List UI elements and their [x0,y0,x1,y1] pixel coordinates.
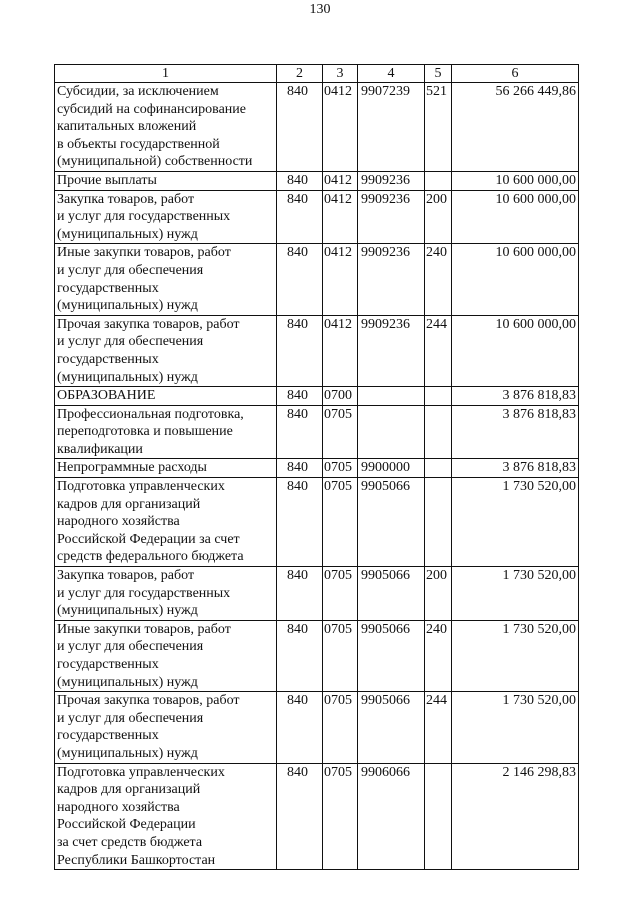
target-item-code-cell: 9909236 [358,315,425,386]
table-row [55,190,579,244]
expense-name-line: (муниципальных) нужд [57,745,198,761]
target-item-code-cell: 9909236 [358,171,425,190]
section-code-cell: 0705 [323,459,358,478]
section-code-cell: 0705 [323,478,358,567]
expense-type-code-cell: 240 [425,620,452,691]
expense-name-cell [55,171,277,190]
section-code-cell: 0412 [323,83,358,172]
expense-name-line: и услуг для обеспечения [57,639,204,655]
expense-name-cell [55,244,277,315]
expense-type-code-cell [425,171,452,190]
expense-name-line: государственных [57,728,159,744]
table-row [55,567,579,621]
expense-name-line: субсидий на софинансирование [57,101,247,117]
section-code-cell: 0700 [323,387,358,406]
expense-name-line: и услуг для обеспечения [57,334,204,350]
expense-name-cell [55,405,277,459]
expense-name-line: Подготовка управленческих [57,764,225,780]
expense-name-line: Иные закупки товаров, работ [57,245,231,261]
table-header [55,65,579,83]
expense-name-line: (муниципальных) нужд [57,674,198,690]
expense-type-code-cell [425,478,452,567]
ministry-code-cell: 840 [277,244,323,315]
expense-name-line: квалификации [57,441,143,457]
target-item-code-cell: 9905066 [358,692,425,763]
expense-name-line: Закупка товаров, работ [57,568,195,584]
expense-type-code-cell: 244 [425,692,452,763]
ministry-code-cell: 840 [277,692,323,763]
expense-name-cell [55,387,277,406]
expense-name-cell [55,692,277,763]
amount-cell: 3 876 818,83 [452,405,579,459]
expense-name-line: ОБРАЗОВАНИЕ [57,388,156,404]
amount-cell: 2 146 298,83 [452,763,579,870]
expense-name-line: средств федерального бюджета [57,549,244,565]
section-code-cell: 0705 [323,763,358,870]
table-row [55,405,579,459]
table-row [55,620,579,691]
expense-name-line: государственных [57,280,159,296]
target-item-code-cell: 9905066 [358,478,425,567]
amount-cell: 10 600 000,00 [452,171,579,190]
expense-name-line: народного хозяйства [57,799,180,815]
expense-name-line: за счет средств бюджета [57,834,203,850]
expense-name-line: кадров для организаций [57,496,201,512]
ministry-code-cell: 840 [277,620,323,691]
expense-type-code-cell: 521 [425,83,452,172]
expense-name-line: Прочая закупка товаров, работ [57,693,240,709]
ministry-code-cell: 840 [277,763,323,870]
expense-name-line: и услуг для государственных [57,585,231,601]
ministry-code-cell: 840 [277,190,323,244]
expense-name-line: и услуг для обеспечения [57,710,204,726]
amount-cell: 1 730 520,00 [452,620,579,691]
expense-name-cell [55,459,277,478]
expense-name-cell [55,190,277,244]
section-code-cell: 0412 [323,171,358,190]
ministry-code-cell: 840 [277,405,323,459]
ministry-code-cell: 840 [277,83,323,172]
expense-name-line: (муниципальных) нужд [57,298,198,314]
expense-name-line: капитальных вложений [57,119,197,135]
table-row [55,459,579,478]
expense-name-cell [55,478,277,567]
expense-name-line: и услуг для государственных [57,209,231,225]
ministry-code-cell: 840 [277,459,323,478]
header-col-2: 2 [277,65,323,83]
table-row [55,244,579,315]
expense-name-cell [55,567,277,621]
target-item-code-cell: 9909236 [358,244,425,315]
header-col-4: 4 [358,65,425,83]
table-row [55,478,579,567]
budget-table [54,64,579,870]
expense-name-line: Российской Федерации за счет [57,531,240,547]
header-col-1: 1 [55,65,277,83]
target-item-code-cell: 9907239 [358,83,425,172]
amount-cell: 56 266 449,86 [452,83,579,172]
table-row [55,171,579,190]
expense-name-line: народного хозяйства [57,514,180,530]
expense-name-line: и услуг для обеспечения [57,262,204,278]
target-item-code-cell: 9905066 [358,620,425,691]
section-code-cell: 0412 [323,190,358,244]
expense-name-line: (муниципальных) нужд [57,369,198,385]
header-row [55,65,579,83]
ministry-code-cell: 840 [277,387,323,406]
target-item-code-cell [358,405,425,459]
header-col-3: 3 [323,65,358,83]
expense-name-cell [55,763,277,870]
target-item-code-cell: 9900000 [358,459,425,478]
table-row [55,83,579,172]
expense-type-code-cell [425,405,452,459]
table-row [55,315,579,386]
expense-type-code-cell [425,459,452,478]
amount-cell: 10 600 000,00 [452,244,579,315]
expense-name-line: Российской Федерации [57,817,196,833]
section-code-cell: 0412 [323,315,358,386]
expense-name-line: Подготовка управленческих [57,479,225,495]
page-number: 130 [309,2,331,17]
section-code-cell: 0705 [323,620,358,691]
section-code-cell: 0412 [323,244,358,315]
expense-name-line: Иные закупки товаров, работ [57,621,231,637]
expense-name-line: (муниципальной) собственности [57,154,253,170]
amount-cell: 1 730 520,00 [452,567,579,621]
expense-name-line: в объекты государственной [57,136,220,152]
expense-name-line: (муниципальных) нужд [57,226,198,242]
amount-cell: 10 600 000,00 [452,190,579,244]
expense-type-code-cell: 244 [425,315,452,386]
expense-name-line: Непрограммные расходы [57,460,207,476]
target-item-code-cell: 9909236 [358,190,425,244]
amount-cell: 10 600 000,00 [452,315,579,386]
expense-type-code-cell: 240 [425,244,452,315]
ministry-code-cell: 840 [277,171,323,190]
expense-name-line: государственных [57,657,159,672]
expense-type-code-cell: 200 [425,190,452,244]
target-item-code-cell [358,387,425,406]
ministry-code-cell: 840 [277,567,323,621]
amount-cell: 1 730 520,00 [452,692,579,763]
expense-name-line: Субсидии, за исключением [57,84,219,99]
expense-name-line: Прочая закупка товаров, работ [57,316,240,332]
expense-name-line: Закупка товаров, работ [57,191,195,207]
header-col-5: 5 [425,65,452,83]
section-code-cell: 0705 [323,567,358,621]
expense-name-line: переподготовка и повышение [57,424,233,440]
amount-cell: 3 876 818,83 [452,387,579,406]
expense-name-line: Республики Башкортостан [57,852,216,868]
table-body [55,83,579,870]
expense-name-cell [55,315,277,386]
section-code-cell: 0705 [323,405,358,459]
table-row [55,387,579,406]
expense-type-code-cell [425,387,452,406]
target-item-code-cell: 9906066 [358,763,425,870]
section-code-cell: 0705 [323,692,358,763]
expense-name-line: Профессиональная подготовка, [57,406,244,422]
table-row [55,692,579,763]
expense-name-line: кадров для организаций [57,782,201,798]
ministry-code-cell: 840 [277,315,323,386]
expense-name-cell [55,620,277,691]
amount-cell: 1 730 520,00 [452,478,579,567]
expense-name-line: Прочие выплаты [57,172,157,188]
expense-type-code-cell: 200 [425,567,452,621]
amount-cell: 3 876 818,83 [452,459,579,478]
expense-name-cell [55,83,277,172]
expense-name-line: государственных [57,351,159,367]
target-item-code-cell: 9905066 [358,567,425,621]
expense-name-line: (муниципальных) нужд [57,603,198,619]
expense-type-code-cell [425,763,452,870]
header-col-6: 6 [452,65,579,83]
ministry-code-cell: 840 [277,478,323,567]
table-row [55,763,579,870]
